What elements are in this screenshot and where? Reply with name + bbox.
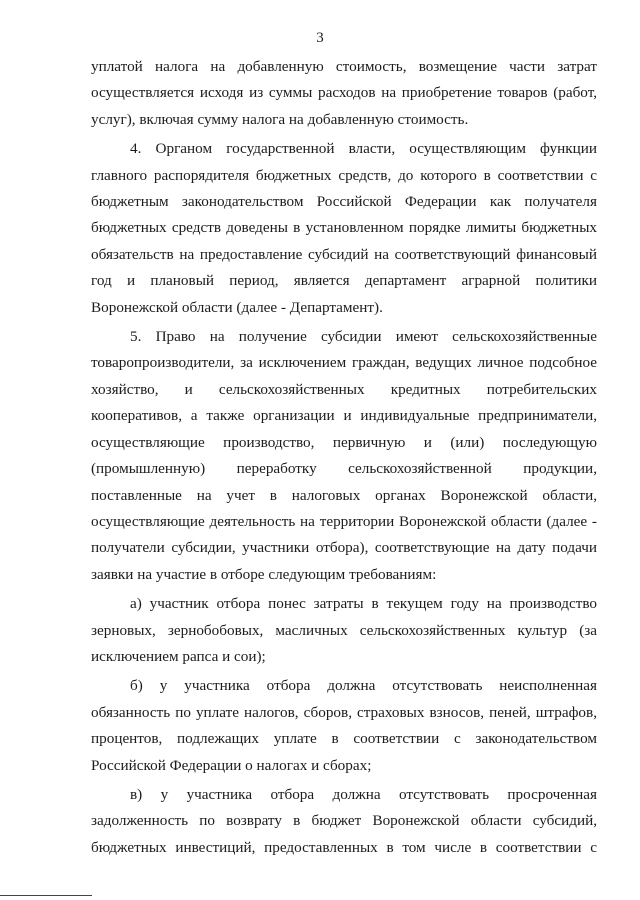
paragraph-item-4: 4. Органом государственной власти, осуществляющим функции главного распорядителя бюджетных средств, до которого в соответствии с бюджетным законодательством Российской Федерации как получателя бюджетных средств доведены в установленном порядке лимиты бюджетных обязательств на предоставление субсидий на соответствующий финансовый год и плановый период, является департамент аграрной политики Воронежской области (далее - Департамент).	[91, 140, 597, 316]
paragraph-vat-continuation: уплатой налога на добавленную стоимость, возмещение части затрат осуществляется исходя из суммы расходов на приобретение товаров (работ, услуг), включая сумму налога на добавленную стоимость.	[91, 58, 597, 128]
footer-rule	[0, 895, 92, 896]
paragraph-item-5b: б) у участника отбора должна отсутствовать неисполненная обязанность по уплате налогов, сборов, страховых взносов, пеней, штрафов, процентов, подлежащих уплате в соответствии с законодательством Российской Федерации о налогах и сборах;	[91, 677, 597, 774]
paragraph-item-5: 5. Право на получение субсидии имеют сельскохозяйственные товаропроизводители, за исключением граждан, ведущих личное подсобное хозяйство, и сельскохозяйственных кредитных потребительских кооперативов, а также организации и индивидуальные предприниматели, осуществляющие производство, первичную и (или) последующую (промышленную) переработку сельскохозяйственной продукции, поставленные на учет в налоговых органах Воронежской области, осуществляющие деятельность на территории Воронежской области (далее - получатели субсидии, участники отбора), соответствующие на дату подачи заявки на участие в отборе следующим требованиям:	[91, 328, 597, 583]
document-body	[91, 54, 597, 864]
page-number: 3	[316, 30, 324, 46]
paragraph-item-5a: а) участник отбора понес затраты в текущем году на производство зерновых, зернобобовых, масличных сельскохозяйственных культур (за исключением рапса и сои);	[91, 595, 597, 665]
paragraph-item-5v: в) у участника отбора должна отсутствовать просроченная задолженность по возврату в бюджет Воронежской области субсидий, бюджетных инвестиций, предоставленных в том числе в соответствии с	[91, 785, 597, 856]
